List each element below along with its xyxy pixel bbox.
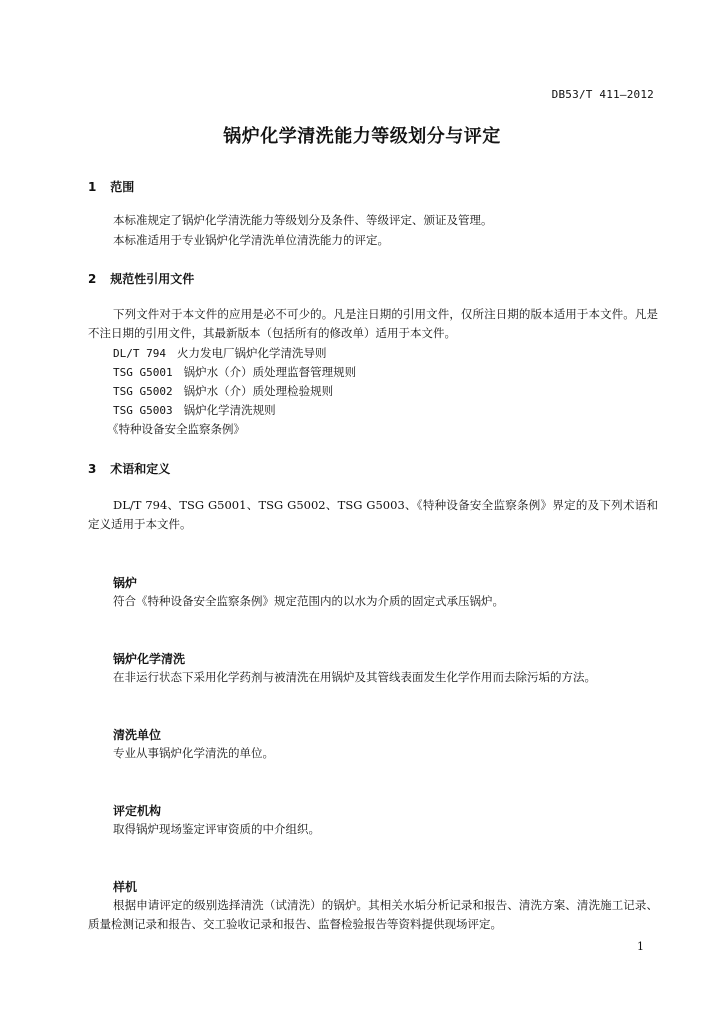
- reference-code: TSG G5001: [113, 366, 173, 379]
- standard-code: DB53/T 411—2012: [551, 88, 654, 101]
- reference-item: [113, 344, 326, 363]
- terms-intro-paragraph: DL/T 794、TSG G5001、TSG G5002、TSG G5003、《特种设备安全监察条例》界定的及下列术语和定义适用于本文件。: [88, 498, 658, 531]
- section-number: 1: [88, 180, 97, 194]
- reference-item: [113, 363, 356, 382]
- term-name: 样机: [113, 880, 138, 894]
- reference-title: 锅炉化学清洗规则: [183, 403, 276, 417]
- term-name: 清洗单位: [113, 728, 162, 742]
- reference-title: 锅炉水（介）质处理监督管理规则: [183, 365, 357, 379]
- section-title: 术语和定义: [110, 462, 171, 476]
- scope-paragraph-2: 本标准适用于专业锅炉化学清洗单位清洗能力的评定。: [113, 233, 389, 247]
- section-title: 范围: [110, 180, 135, 194]
- section-heading-scope: [88, 178, 134, 195]
- document-title: 锅炉化学清洗能力等级划分与评定: [223, 126, 501, 147]
- term-name: 锅炉化学清洗: [113, 652, 186, 666]
- section-number: 2: [88, 272, 97, 286]
- page-number: 1: [637, 940, 644, 953]
- term-definition: 在非运行状态下采用化学药剂与被清洗在用锅炉及其管线表面发生化学作用而去除污垢的方法。: [113, 670, 596, 684]
- section-number: 3: [88, 462, 97, 476]
- term-name: 锅炉: [113, 576, 138, 590]
- term-definition: 根据申请评定的级别选择清洗（试清洗）的锅炉。其相关水垢分析记录和报告、清洗方案、清洗施工记录、质量检测记录和报告、交工验收记录和报告、监督检验报告等资料提供现场评定。: [88, 898, 658, 931]
- reference-regulation: 《特种设备安全监察条例》: [107, 422, 245, 436]
- reference-title: 火力发电厂锅炉化学清洗导则: [176, 346, 327, 360]
- term-definition: 符合《特种设备安全监察条例》规定范围内的以水为介质的固定式承压锅炉。: [113, 594, 504, 608]
- section-heading-normative-references: [88, 270, 194, 287]
- references-intro-paragraph: 下列文件对于本文件的应用是必不可少的。凡是注日期的引用文件，仅所注日期的版本适用于本文件。凡是不注日期的引用文件，其最新版本（包括所有的修改单）适用于本文件。: [88, 307, 658, 340]
- term-definition: 专业从事锅炉化学清洗的单位。: [113, 746, 274, 760]
- reference-item: [113, 401, 276, 420]
- reference-code: DL/T 794: [113, 347, 166, 360]
- reference-title: 锅炉水（介）质处理检验规则: [183, 384, 334, 398]
- scope-paragraph-1: 本标准规定了锅炉化学清洗能力等级划分及条件、等级评定、颁证及管理。: [113, 213, 493, 227]
- reference-item: [113, 382, 333, 401]
- term-definition: 取得锅炉现场鉴定评审资质的中介组织。: [113, 822, 320, 836]
- section-title: 规范性引用文件: [110, 272, 195, 286]
- section-heading-terms-definitions: [88, 460, 170, 477]
- reference-code: TSG G5002: [113, 385, 173, 398]
- reference-code: TSG G5003: [113, 404, 173, 417]
- term-name: 评定机构: [113, 804, 162, 818]
